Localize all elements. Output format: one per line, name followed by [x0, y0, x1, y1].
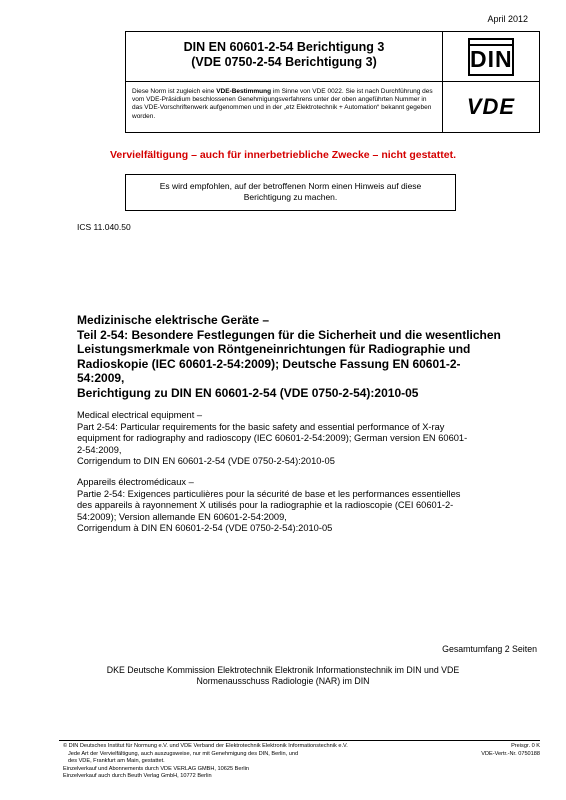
- recommendation-box: [125, 174, 456, 211]
- reproduction-warning: Vervielfältigung – auch für innerbetriebliche Zwecke – nicht gestattet.: [109, 149, 456, 161]
- copyright-line: Jede Art der Vervielfältigung, auch auszugsweise, nur mit Genehmigung des DIN, Berlin, und: [68, 750, 299, 757]
- vde-note-before: Diese Norm ist zugleich eine: [132, 88, 217, 95]
- title-english: [77, 410, 547, 468]
- title-german-line: Radioskopie (IEC 60601-2-54:2009); Deutsche Fassung EN 60601-2-: [77, 356, 461, 371]
- title-french-line: Corrigendum à DIN EN 60601-2-54 (VDE 0750-2-54):2010-05: [77, 523, 333, 533]
- title-french-line: Appareils électromédicaux –: [77, 477, 194, 487]
- title-french-line: 54:2009); Version allemande EN 60601-2-54:2009,: [77, 511, 287, 522]
- sales-line: Einzelverkauf und Abonnements durch VDE VERLAG GMBH, 10625 Berlin: [63, 765, 249, 772]
- din-logo: [443, 32, 539, 82]
- vde-note-after: im Sinne von VDE 0022. Sie ist nach Durchführung des vom VDE-Präsidium beschlossenen Genehmigungsverfahrens unter der oben angeführten Nummer in das VDE-Vorschriftenwerk aufgenommen und in der „etz Elektrotechnik + Automation“ bekannt gegeben worden.: [132, 88, 433, 120]
- title-french-line: des appareils à rayonnement X utilisés pour la radiographie et la radioscopie (CEI 60601-2-: [77, 500, 454, 510]
- copyright-footer: [63, 743, 423, 781]
- vde-note-bold: VDE-Bestimmung: [216, 88, 272, 95]
- issue-date: April 2012: [487, 14, 528, 24]
- recommendation-line-1: Es wird empfohlen, auf der betroffenen Norm einen Hinweis auf diese: [159, 181, 422, 191]
- committee-info: [0, 665, 566, 687]
- title-german-line: Medizinische elektrische Geräte –: [77, 313, 270, 327]
- footer-divider: [59, 740, 540, 741]
- document-title: [126, 32, 443, 82]
- price-info: [481, 743, 540, 758]
- title-english-line: Medical electrical equipment –: [77, 410, 203, 420]
- recommendation-line-2: Berichtigung zu machen.: [243, 192, 338, 202]
- copyright-line: © DIN Deutsches Institut für Normung e.V. und VDE Verband der Elektrotechnik Elektronik Informationstechnik e.V.: [63, 743, 348, 749]
- title-french: [77, 477, 547, 535]
- ics-code: ICS 11.040.50: [77, 222, 131, 232]
- document-header-box: [125, 31, 540, 133]
- committee-line-1: DKE Deutsche Kommission Elektrotechnik Elektronik Informationstechnik im DIN und VDE: [106, 665, 460, 675]
- committee-line-2: Normenausschuss Radiologie (NAR) im DIN: [196, 676, 370, 686]
- din-logo-text: DIN: [470, 45, 513, 72]
- total-pages: Gesamtumfang 2 Seiten: [442, 644, 537, 654]
- title-german-line: Teil 2-54: Besondere Festlegungen für die Sicherheit und die wesentlichen: [77, 327, 501, 342]
- vde-provision-note: [126, 82, 443, 132]
- vde-contract-number: VDE-Vertr.-Nr. 0750188: [481, 750, 540, 757]
- title-german-line: Berichtigung zu DIN EN 60601-2-54 (VDE 0750-2-54):2010-05: [77, 385, 419, 400]
- title-german-line: 54:2009,: [77, 371, 125, 386]
- document-title-line-1: DIN EN 60601-2-54 Berichtigung 3: [183, 40, 385, 54]
- title-german: [77, 313, 547, 401]
- title-german-line: Leistungsmerkmale von Röntgeneinrichtungen für Radiographie und: [77, 342, 471, 357]
- title-french-line: Partie 2-54: Exigences particulières pour la sécurité de base et les performances essentielles: [77, 488, 461, 499]
- din-logo-mark: [468, 38, 514, 76]
- sales-line: Einzelverkauf auch durch Beuth Verlag GmbH, 10772 Berlin: [63, 773, 212, 779]
- price-group: Preisgr. 0 K: [511, 743, 540, 749]
- document-title-line-2: (VDE 0750-2-54 Berichtigung 3): [191, 55, 377, 69]
- title-english-line: Corrigendum to DIN EN 60601-2-54 (VDE 0750-2-54):2010-05: [77, 456, 335, 466]
- title-english-line: 2-54:2009,: [77, 444, 122, 455]
- vde-logo: VDE: [466, 94, 516, 119]
- title-english-line: Part 2-54: Particular requirements for the basic safety and essential performance of X-ray: [77, 421, 445, 432]
- copyright-line: des VDE, Frankfurt am Main, gestattet.: [68, 758, 165, 764]
- title-english-line: equipment for radiography and radioscopy (IEC 60601-2-54:2009); German version EN 60601-: [77, 433, 468, 443]
